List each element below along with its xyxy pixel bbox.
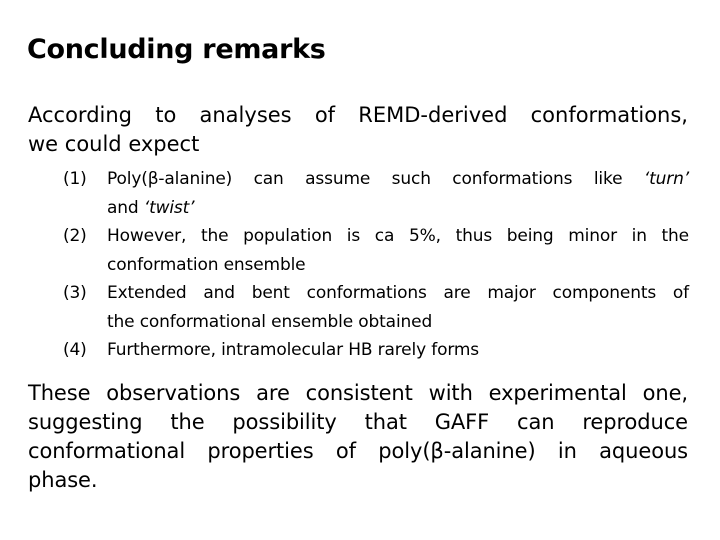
list-item-line-2: and ‘twist’ (107, 197, 195, 218)
list-item-number: (2) (63, 226, 87, 246)
list-item-line-1: Poly(β-alanine) can assume such conformations like ‘turn’ (107, 169, 689, 189)
list-item-line-2: conformation ensemble (107, 254, 306, 275)
list-item (63, 222, 689, 279)
list-item-number: (3) (63, 283, 87, 303)
conclusion-line-1: These observations are consistent with experimental one, (28, 381, 688, 405)
list-item-line-1: However, the population is ca 5%, thus being minor in the (107, 226, 689, 246)
quote-twist: ‘twist’ (143, 197, 195, 218)
remarks-list (63, 165, 689, 365)
quote-turn: ‘turn’ (643, 169, 689, 189)
conclusion-line-3: conformational properties of poly(β-alanine) in aqueous (28, 439, 688, 463)
list-item-number: (1) (63, 169, 87, 189)
list-item (63, 279, 689, 336)
list-item-number: (4) (63, 340, 87, 360)
intro-line-1: According to analyses of REMD-derived conformations, (28, 103, 688, 127)
list-item (63, 165, 689, 222)
list-item (63, 336, 689, 365)
list-item-line-2: the conformational ensemble obtained (107, 311, 433, 332)
intro-line-2: we could expect (28, 132, 200, 156)
conclusion-line-2: suggesting the possibility that GAFF can reproduce (28, 410, 688, 434)
conclusion-line-4: phase. (28, 468, 98, 492)
conclusion-paragraph (28, 379, 688, 495)
list-item-line-1: Furthermore, intramolecular HB rarely forms (107, 340, 479, 360)
slide-title: Concluding remarks (27, 34, 326, 65)
list-item-line-1: Extended and bent conformations are major components of (107, 283, 689, 303)
intro-paragraph (28, 101, 688, 159)
